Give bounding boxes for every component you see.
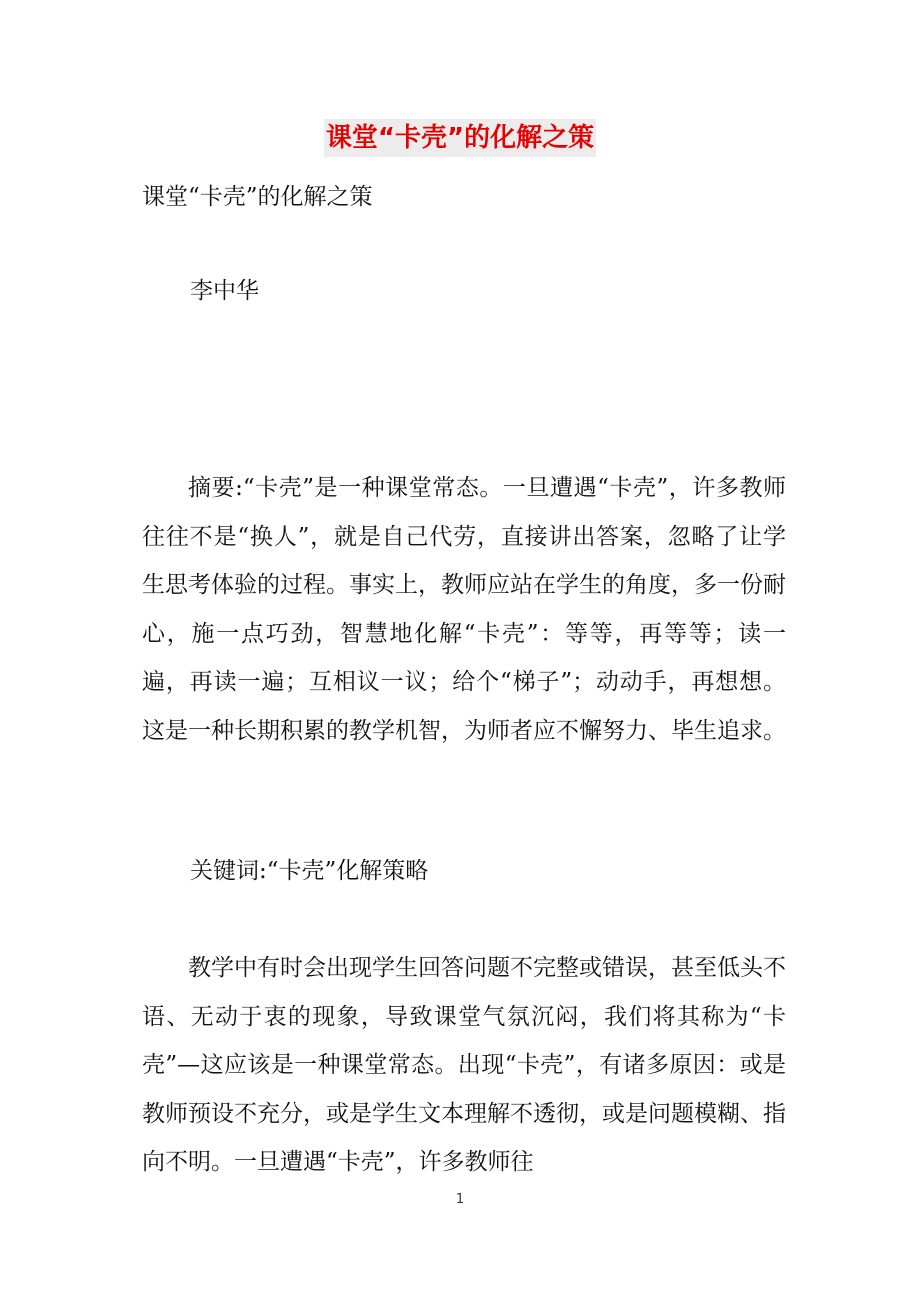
keywords-line: 关键词:“卡壳”化解策略 [190, 858, 429, 884]
page-number: 1 [455, 1192, 465, 1207]
document-title [0, 116, 920, 157]
body-paragraph: 教学中有时会出现学生回答问题不完整或错误，甚至低头不语、无动于衷的现象，导致课堂气氛沉闷，我们将其称为“卡壳”—这应该是一种课堂常态。出现“卡壳”，有诸多原因：或是教师预设不充分，或是学生文本理解不透彻，或是问题模糊、指向不明。一旦遭遇“卡壳”，许多教师往 [142, 955, 786, 1175]
document-subtitle: 课堂“卡壳”的化解之策 [142, 184, 373, 210]
document-title-text: 课堂“卡壳”的化解之策 [324, 119, 596, 157]
author-name: 李中华 [190, 278, 259, 304]
abstract-paragraph: 摘要:“卡壳”是一种课堂常态。一旦遭遇“卡壳”，许多教师往往不是“换人”，就是自己代劳，直接讲出答案，忽略了让学生思考体验的过程。事实上，教师应站在学生的角度，多一份耐心，施一点巧劲，智慧地化解“卡壳”：等等，再等等；读一遍，再读一遍；互相议一议；给个“梯子”；动动手，再想想。这是一种长期积累的教学机智，为师者应不懈努力、毕生追求。 [142, 475, 786, 744]
